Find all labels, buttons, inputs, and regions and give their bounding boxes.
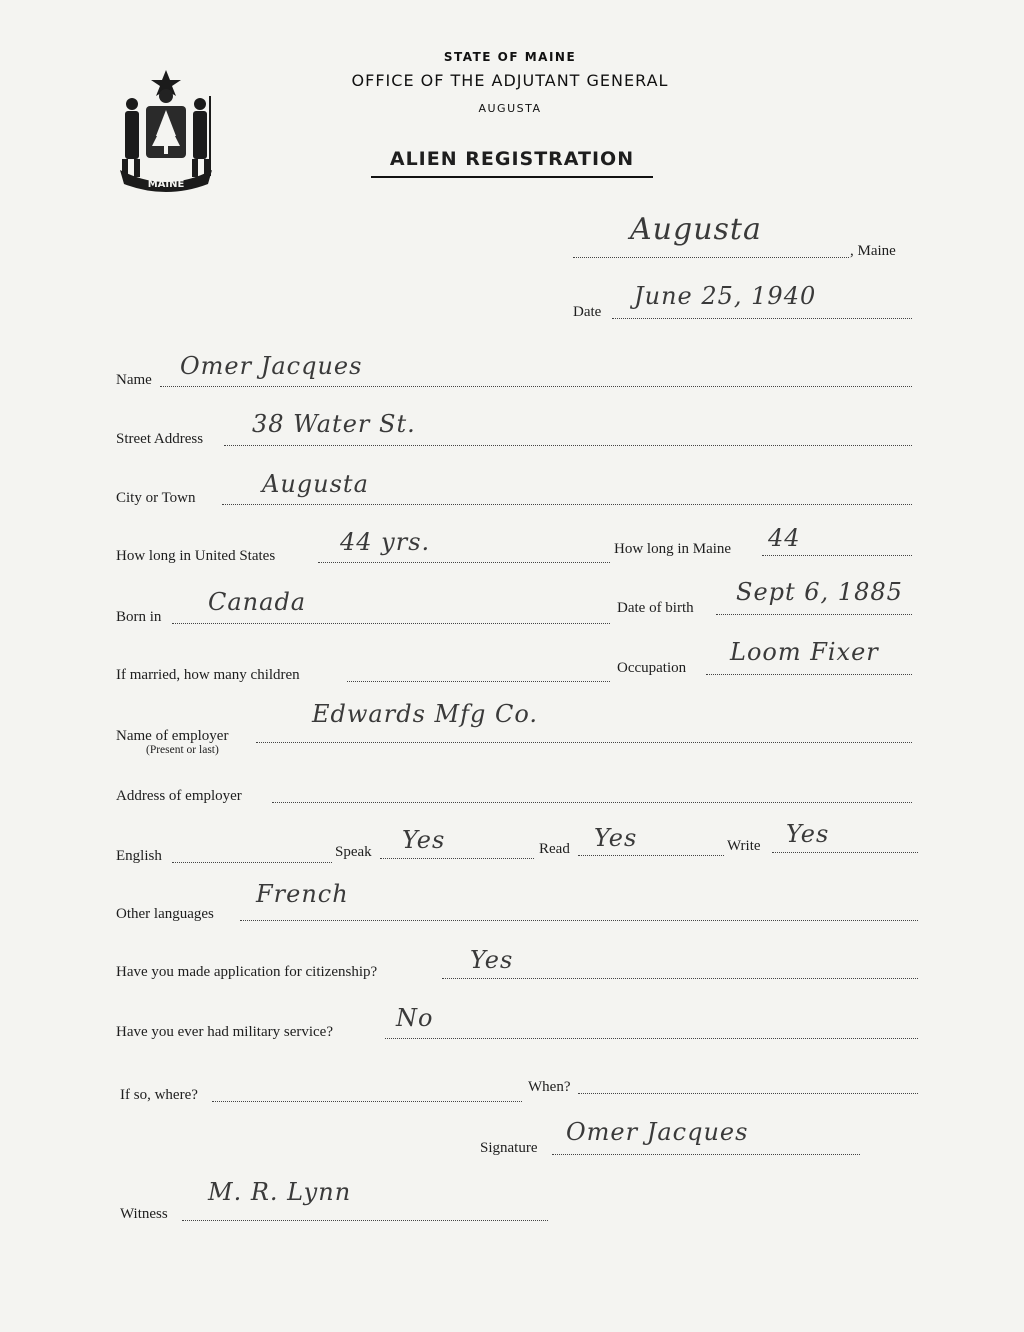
maine-years-line (762, 555, 912, 556)
occupation-value[interactable]: Loom Fixer (730, 638, 879, 666)
date-value[interactable]: June 25, 1940 (634, 282, 817, 310)
name-label: Name (116, 372, 152, 388)
other-languages-label: Other languages (116, 906, 214, 922)
state-heading: STATE OF MAINE (443, 50, 577, 64)
born-in-value[interactable]: Canada (208, 588, 307, 616)
dob-label: Date of birth (617, 600, 694, 616)
place-suffix: , Maine (850, 243, 896, 259)
read-label: Read (539, 841, 570, 857)
place-line (573, 257, 849, 258)
form-title: ALIEN REGISTRATION (389, 148, 635, 170)
other-languages-value[interactable]: French (256, 880, 349, 908)
speak-line (380, 858, 534, 859)
street-line (224, 445, 912, 446)
when-label: When? (528, 1079, 571, 1095)
speak-label: Speak (335, 844, 372, 860)
signature-label: Signature (480, 1140, 538, 1156)
street-value[interactable]: 38 Water St. (252, 410, 416, 438)
city-line (222, 504, 912, 505)
state-seal-icon (110, 66, 222, 196)
dob-value[interactable]: Sept 6, 1885 (736, 578, 903, 606)
employer-sublabel: (Present or last) (146, 744, 219, 756)
employer-value[interactable]: Edwards Mfg Co. (312, 700, 538, 728)
maine-years-label: How long in Maine (614, 541, 732, 557)
name-value[interactable]: Omer Jacques (180, 352, 363, 380)
employer-address-line (272, 802, 912, 803)
name-line (160, 386, 912, 387)
employer-line (256, 742, 912, 743)
occupation-line (706, 674, 912, 675)
write-value[interactable]: Yes (786, 820, 830, 848)
speak-value[interactable]: Yes (402, 826, 446, 854)
citizenship-line (442, 978, 918, 979)
place-value[interactable]: Augusta (630, 212, 762, 247)
employer-address-label: Address of employer (116, 788, 242, 804)
read-line (578, 855, 724, 856)
witness-label: Witness (120, 1206, 168, 1222)
read-value[interactable]: Yes (594, 824, 638, 852)
signature-line (552, 1154, 860, 1155)
signature-value[interactable]: Omer Jacques (566, 1118, 749, 1146)
military-value[interactable]: No (396, 1004, 434, 1032)
citizenship-label: Have you made application for citizenship? (116, 964, 378, 980)
city-value[interactable]: Augusta (262, 470, 369, 498)
born-in-label: Born in (116, 609, 162, 625)
date-label: Date (573, 304, 602, 320)
maine-years-value[interactable]: 44 (768, 524, 801, 552)
other-languages-line (240, 920, 918, 921)
witness-value[interactable]: M. R. Lynn (208, 1178, 352, 1206)
street-label: Street Address (116, 431, 204, 447)
office-heading: OFFICE OF THE ADJUTANT GENERAL (351, 71, 669, 90)
where-line (212, 1101, 522, 1102)
witness-line (182, 1220, 548, 1221)
english-label: English (116, 848, 162, 864)
born-in-line (172, 623, 610, 624)
dob-line (716, 614, 912, 615)
us-years-label: How long in United States (116, 548, 276, 564)
write-label: Write (727, 838, 761, 854)
write-line (772, 852, 918, 853)
title-underline (371, 176, 653, 178)
us-years-value[interactable]: 44 yrs. (340, 528, 431, 556)
city-label: City or Town (116, 490, 196, 506)
children-label: If married, how many children (116, 667, 300, 683)
military-label: Have you ever had military service? (116, 1024, 333, 1040)
date-line (612, 318, 912, 319)
english-line (172, 862, 332, 863)
employer-label: Name of employer (116, 728, 229, 744)
where-label: If so, where? (120, 1087, 198, 1103)
citizenship-value[interactable]: Yes (470, 946, 514, 974)
when-line (578, 1093, 918, 1094)
svg-text:MAINE: MAINE (147, 179, 185, 190)
us-years-line (318, 562, 610, 563)
children-line (347, 681, 610, 682)
occupation-label: Occupation (617, 660, 687, 676)
city-heading: AUGUSTA (478, 102, 542, 115)
military-line (385, 1038, 918, 1039)
